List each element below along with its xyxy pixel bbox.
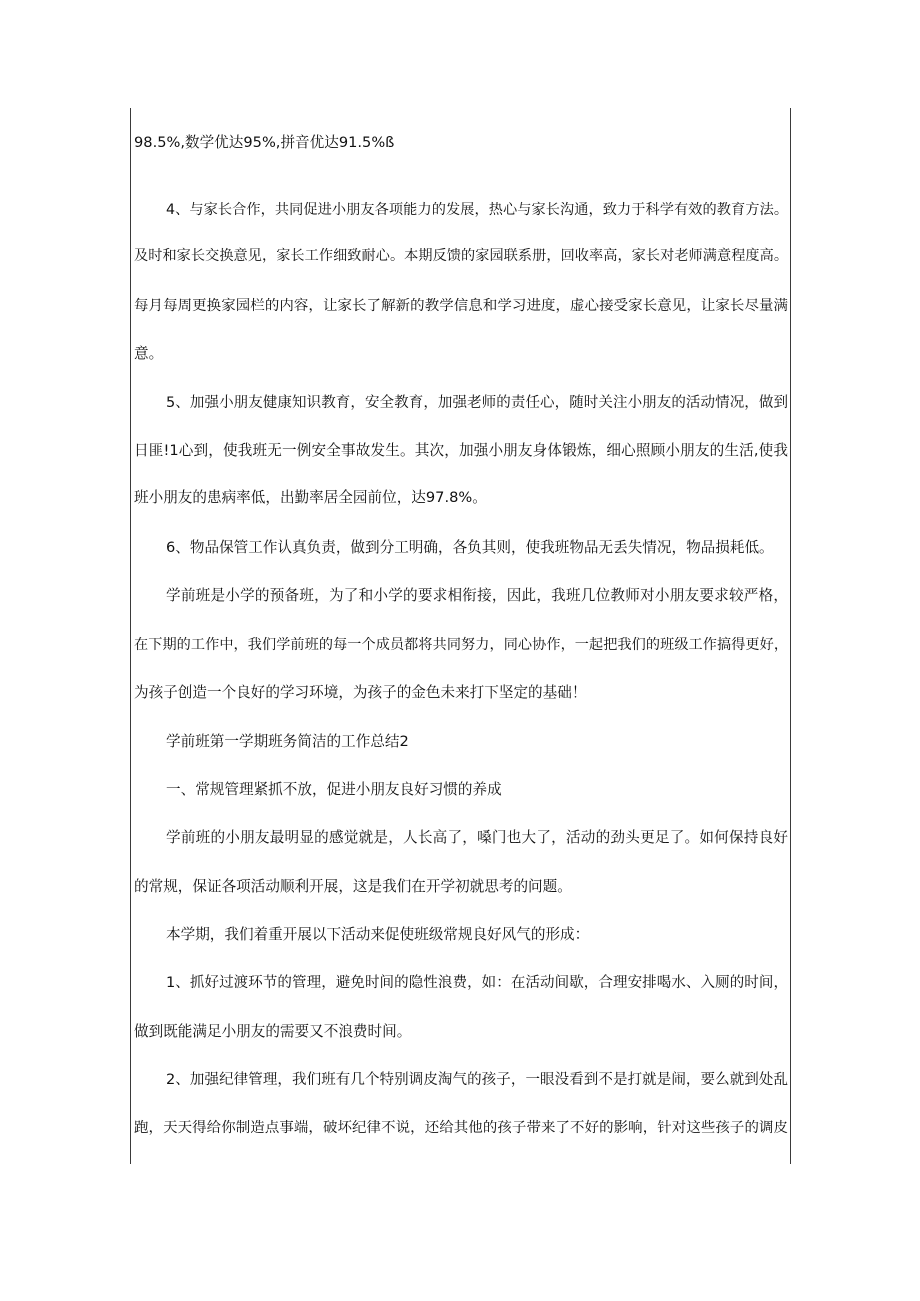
paragraph-line: 每月每周更换家园栏的内容，让家长了解新的教学信息和学习进度，虚心接受家长意见，让家长尽量满: [134, 298, 788, 314]
paragraph-line: 本学期，我们着重开展以下活动来促使班级常规良好风气的形成：: [166, 926, 590, 943]
paragraph-line: 4、与家长合作，共同促进小朋友各项能力的发展，热心与家长沟通，致力于科学有效的教育方法。: [166, 202, 788, 218]
paragraph-line: 班小朋友的患病率低，出勤率居全园前位，达97.8%。: [134, 489, 487, 506]
paragraph-line: 为孩子创造一个良好的学习环境，为孩子的金色未来打下坚定的基础！: [134, 684, 587, 701]
paragraph-line: 6、物品保管工作认真负责，做到分工明确，各负其则，使我班物品无丢失情况，物品损耗低。: [166, 539, 774, 556]
paragraph-line: 5、加强小朋友健康知识教育，安全教育，加强老师的责任心，随时关注小朋友的活动情况，做到: [166, 395, 788, 411]
right-border-line: [790, 108, 791, 1164]
paragraph-line: 1、抓好过渡环节的管理，避免时间的隐性浪费，如：在活动间歇，合理安排喝水、入厕的时间，: [166, 975, 788, 991]
section-heading: 一、常规管理紧抓不放，促进小朋友良好习惯的养成: [166, 781, 502, 798]
paragraph-line: 做到既能满足小朋友的需要又不浪费时间。: [134, 1023, 412, 1040]
paragraph-line: 在下期的工作中，我们学前班的每一个成员都将共同努力，同心协作，一起把我们的班级工作搞得更好，: [134, 637, 788, 653]
section-title: 学前班第一学期班务简洁的工作总结2: [166, 733, 409, 750]
paragraph-line: 2、加强纪律管理，我们班有几个特别调皮淘气的孩子，一眼没看到不是打就是闹，要么就到处乱: [166, 1072, 788, 1088]
paragraph-line: 日匪!1心到，使我班无一例安全事故发生。其次，加强小朋友身体锻炼，细心照顾小朋友的生活,使我: [134, 442, 788, 459]
paragraph-line: 学前班是小学的预备班，为了和小学的要求相衔接，因此，我班几位教师对小朋友要求较严格，: [166, 587, 788, 604]
text-line: 98.5%,数学优达95%,拼音优达91.5%ß: [134, 134, 395, 151]
paragraph-line: 跑，天天得给你制造点事端，破坏纪律不说，还给其他的孩子带来了不好的影响，针对这些孩子的调皮: [134, 1120, 788, 1136]
paragraph-line: 的常规，保证各项活动顺利开展，这是我们在开学初就思考的问题。: [134, 878, 572, 895]
left-border-line: [130, 108, 131, 1164]
paragraph-line: 及时和家长交换意见，家长工作细致耐心。本期反馈的家园联系册，回收率高，家长对老师满意程度高。: [134, 248, 788, 264]
paragraph-line: 学前班的小朋友最明显的感觉就是，人长高了，嗓门也大了，活动的劲头更足了。如何保持良好: [166, 829, 788, 846]
paragraph-line: 意。: [134, 345, 164, 362]
